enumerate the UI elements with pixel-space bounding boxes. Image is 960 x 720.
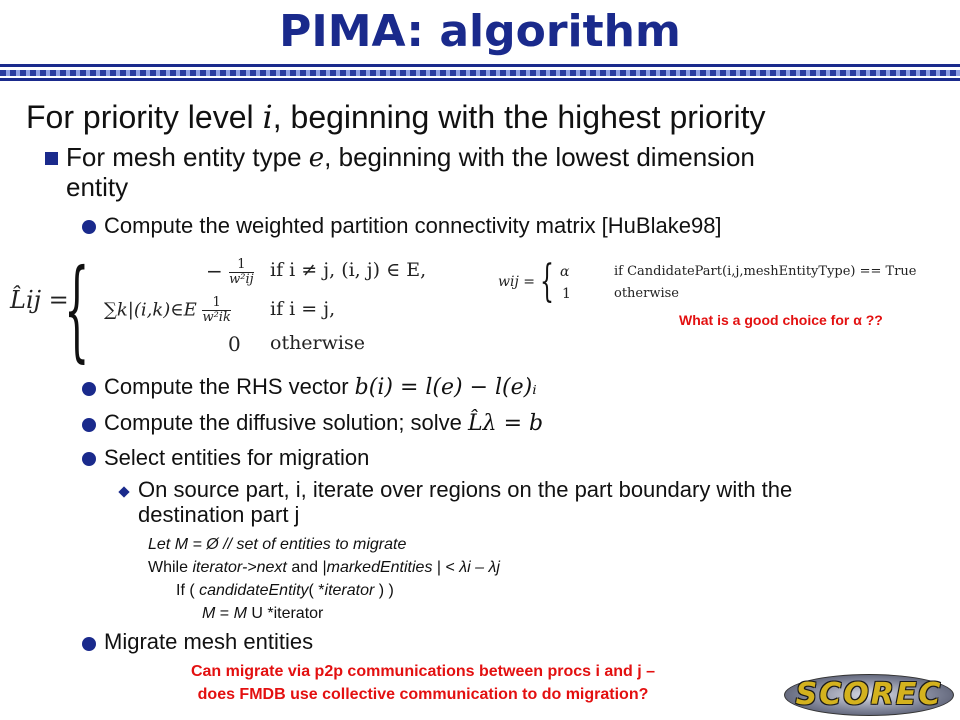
laplacian-case3-condition: otherwise: [270, 332, 365, 354]
code-line4: M = M U *iterator: [202, 605, 324, 622]
level1-text: [26, 98, 765, 136]
level1-pre: For priority level: [26, 99, 263, 135]
question-alpha: What is a good choice for α ??: [679, 312, 883, 328]
sub-source-line1: On source part, i, iterate over regions on the part boundary with the: [138, 477, 793, 502]
code-line2: While iterator->next and |markedEntities | < λi – λj: [148, 559, 500, 576]
slide-title: PIMA: algorithm: [279, 6, 681, 57]
weights-lhs: wij =: [498, 274, 535, 290]
weights-brace: {: [540, 258, 554, 308]
weights-case2-condition: otherwise: [614, 286, 679, 301]
title-rule-bottom: [0, 78, 960, 81]
round-bullet-icon: [82, 220, 96, 234]
weights-case1-value: α: [560, 264, 570, 280]
level2-continuation: entity: [66, 172, 129, 202]
weights-case2-value: 1: [562, 286, 571, 302]
level2-var: e: [308, 143, 325, 173]
bullet-migrate: Migrate mesh entities: [104, 629, 314, 654]
round-bullet-icon: [82, 452, 96, 466]
sub-source-line2: destination part j: [138, 502, 300, 527]
code-line3: If ( candidateEntity( *iterator ) ): [176, 582, 394, 599]
laplacian-case1-value: − $\frac{1}{\text{w²ij}}$: [206, 257, 254, 287]
question-migrate-line1: Can migrate via p2p communications between procs i and j –: [190, 663, 656, 680]
scorec-logo: SCOREC: [784, 674, 954, 716]
level1-var: i: [262, 98, 273, 136]
rhs-formula: b(i) = l(e) − l(e)ᵢ: [354, 375, 537, 400]
laplacian-lhs: L̂ij =: [10, 286, 69, 314]
title-rule-pattern: [0, 70, 960, 76]
laplacian-case2-value: ∑k|(i,k)∈E $\frac{1}{\text{w²ik}}$: [104, 295, 231, 325]
level2-pre: For mesh entity type: [66, 142, 309, 172]
code-line1: Let M = Ø // set of entities to migrate: [148, 536, 407, 553]
diffusive-formula: L̂λ = b: [468, 411, 544, 436]
round-bullet-icon: [82, 637, 96, 651]
laplacian-case1-condition: if i ≠ j, (i, j) ∈ E,: [270, 259, 427, 281]
laplacian-brace: {: [64, 248, 90, 375]
round-bullet-icon: [82, 382, 96, 396]
bullet-diffusive: Compute the diffusive solution; solve L̂λ = b: [104, 410, 544, 436]
laplacian-case3-value: 0: [228, 332, 241, 356]
level1-post: , beginning with the highest priority: [272, 99, 766, 135]
diamond-bullet-icon: [118, 486, 129, 497]
round-bullet-icon: [82, 418, 96, 432]
bullet-compute-matrix: Compute the weighted partition connectivity matrix [HuBlake98]: [104, 213, 722, 238]
question-migrate-line2: does FMDB use collective communication to do migration?: [197, 686, 649, 703]
bullet-rhs: Compute the RHS vector b(i) = l(e) − l(e)ᵢ: [104, 374, 537, 400]
bullet-select: Select entities for migration: [104, 445, 370, 470]
laplacian-case2-condition: if i = j,: [270, 298, 336, 320]
title-rule-top: [0, 64, 960, 67]
level2-post: , beginning with the lowest dimension: [324, 142, 755, 172]
level2-text: [66, 142, 755, 173]
weights-case1-condition: if CandidatePart(i,j,meshEntityType) == True: [614, 264, 917, 279]
square-bullet-icon: [45, 152, 58, 165]
